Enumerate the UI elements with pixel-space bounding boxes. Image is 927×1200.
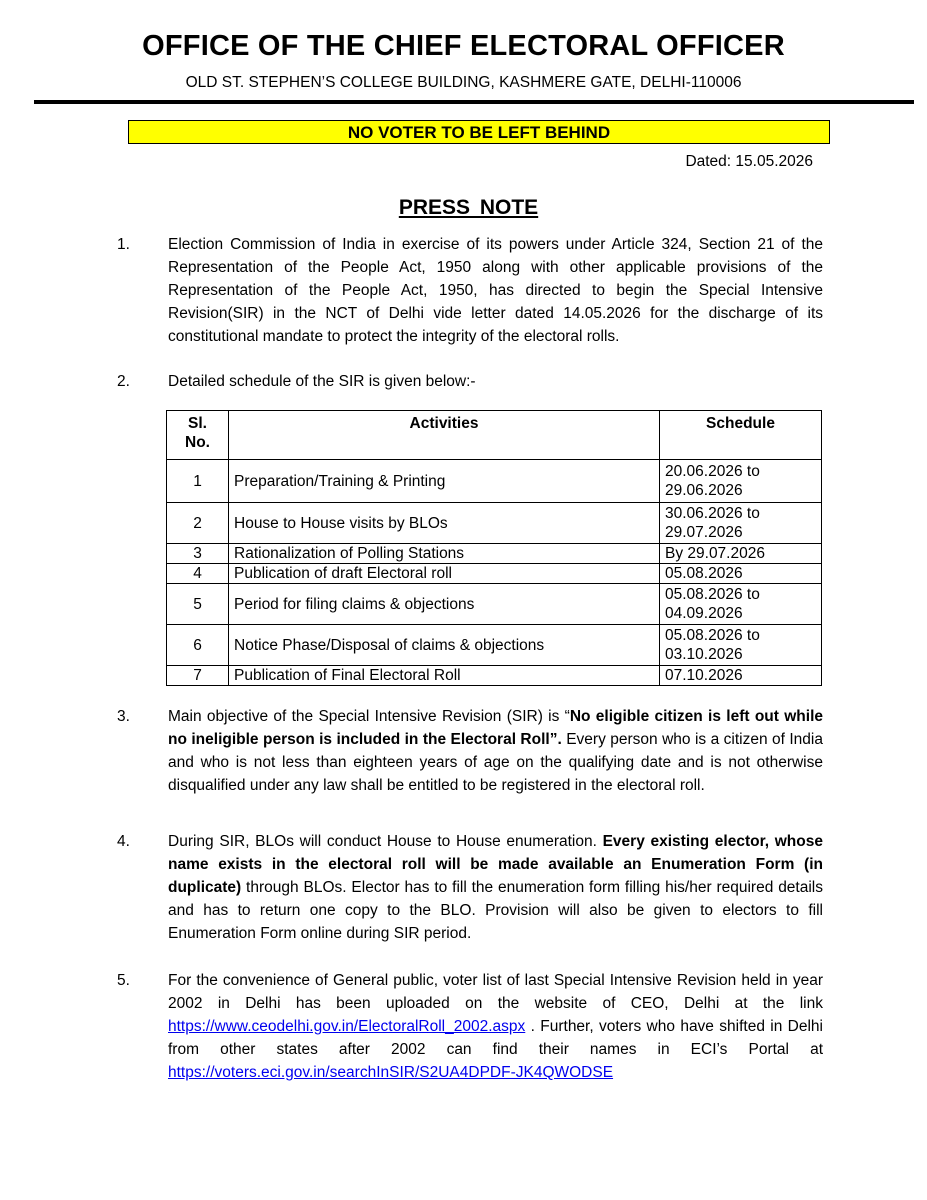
office-address: OLD ST. STEPHEN’S COLLEGE BUILDING, KASHMERE GATE, DELHI-110006	[185, 74, 742, 91]
row-schedule: 30.06.2026 to 29.07.2026	[660, 503, 822, 544]
paragraph-3	[117, 705, 823, 797]
header-sl-no	[167, 411, 229, 460]
row-number: 5	[167, 584, 229, 625]
paragraph-number: 2.	[117, 373, 130, 390]
row-activity: Notice Phase/Disposal of claims & objections	[229, 625, 660, 666]
press-note-heading: PRESS NOTE	[398, 196, 539, 219]
paragraph-text: Main objective of the Special Intensive Revision (SIR) is “No eligible citizen is left out while no ineligible person is included in the Electoral Roll”. Every person who is a citizen of India and who is not less than eighteen years of age on the qualifying date and is not otherwise disqualified under any law shall be entitled to be registered in the electoral roll.	[168, 708, 823, 794]
paragraph-4	[117, 830, 823, 945]
row-number: 7	[167, 666, 229, 686]
row-activity: Period for filing claims & objections	[229, 584, 660, 625]
paragraph-2	[117, 370, 823, 393]
paragraph-text: Election Commission of India in exercise of its powers under Article 324, Section 21 of the Representation of the People Act, 1950 along with other applicable provisions of the Representation of the People Act, 1950, has directed to begin the Special Intensive Revision(SIR) in the NCT of Delhi vide letter dated 14.05.2026 for the discharge of its constitutional mandate to protect the integrity of the electoral rolls.	[168, 236, 823, 345]
row-activity: Publication of Final Electoral Roll	[229, 666, 660, 686]
header-no-label: No.	[185, 434, 210, 451]
table-row	[167, 666, 822, 686]
row-number: 6	[167, 625, 229, 666]
row-activity: House to House visits by BLOs	[229, 503, 660, 544]
table-row	[167, 544, 822, 564]
row-number: 2	[167, 503, 229, 544]
row-activity: Preparation/Training & Printing	[229, 460, 660, 503]
paragraph-text: For the convenience of General public, voter list of last Special Intensive Revision held in year 2002 in Delhi has been uploaded on the website of CEO, Delhi at the link https://www.ceodelhi.gov.in/ElectoralRoll_2002.aspx . Further, voters who have shifted in Delhi from other states after 2002 can find their names in ECI’s Portal at https://voters.eci.gov.in/searchInSIR/S2UA4DPDF-JK4QWODSE	[168, 972, 823, 1081]
emphasis-text: No eligible citizen is left out while no ineligible person is included in the Electoral Roll”.	[168, 708, 823, 748]
row-schedule: By 29.07.2026	[660, 544, 822, 564]
paragraph-number: 1.	[117, 236, 130, 253]
eci-portal-link[interactable]: https://voters.eci.gov.in/searchInSIR/S2UA4DPDF-JK4QWODSE	[168, 1064, 614, 1081]
header-schedule: Schedule	[660, 411, 822, 460]
header-sl-label: Sl.	[188, 415, 207, 432]
row-schedule: 05.08.2026	[660, 564, 822, 584]
schedule-table	[166, 410, 822, 686]
row-number: 3	[167, 544, 229, 564]
office-title: OFFICE OF THE CHIEF ELECTORAL OFFICER	[142, 30, 785, 62]
row-schedule: 05.08.2026 to 04.09.2026	[660, 584, 822, 625]
paragraph-number: 5.	[117, 972, 130, 989]
electoral-roll-2002-link[interactable]: https://www.ceodelhi.gov.in/ElectoralRoll_2002.aspx	[168, 1018, 526, 1035]
date-line: Dated: 15.05.2026	[685, 153, 813, 170]
table-row	[167, 460, 822, 503]
header-divider	[34, 100, 914, 104]
slogan-banner: NO VOTER TO BE LEFT BEHIND	[128, 120, 830, 144]
paragraph-text: Detailed schedule of the SIR is given below:-	[168, 373, 476, 390]
table-row	[167, 584, 822, 625]
row-number: 4	[167, 564, 229, 584]
paragraph-1	[117, 233, 823, 348]
paragraph-text: During SIR, BLOs will conduct House to House enumeration. Every existing elector, whose name exists in the electoral roll will be made available an Enumeration Form (in duplicate) through BLOs. Elector has to fill the enumeration form filling his/her required details and has to return one copy to the BLO. Provision will also be given to electors to fill Enumeration Form online during SIR period.	[168, 833, 823, 942]
table-row	[167, 503, 822, 544]
header-activities: Activities	[229, 411, 660, 460]
row-schedule: 20.06.2026 to 29.06.2026	[660, 460, 822, 503]
row-number: 1	[167, 460, 229, 503]
row-schedule: 07.10.2026	[660, 666, 822, 686]
table-header-row	[167, 411, 822, 460]
table-row	[167, 625, 822, 666]
row-activity: Rationalization of Polling Stations	[229, 544, 660, 564]
paragraph-5	[117, 969, 823, 1084]
paragraph-number: 4.	[117, 833, 130, 850]
table-row	[167, 564, 822, 584]
emphasis-text: Every existing elector, whose name exists in the electoral roll will be made available an Enumeration Form (in duplicate)	[168, 833, 823, 896]
row-schedule: 05.08.2026 to 03.10.2026	[660, 625, 822, 666]
paragraph-number: 3.	[117, 708, 130, 725]
row-activity: Publication of draft Electoral roll	[229, 564, 660, 584]
